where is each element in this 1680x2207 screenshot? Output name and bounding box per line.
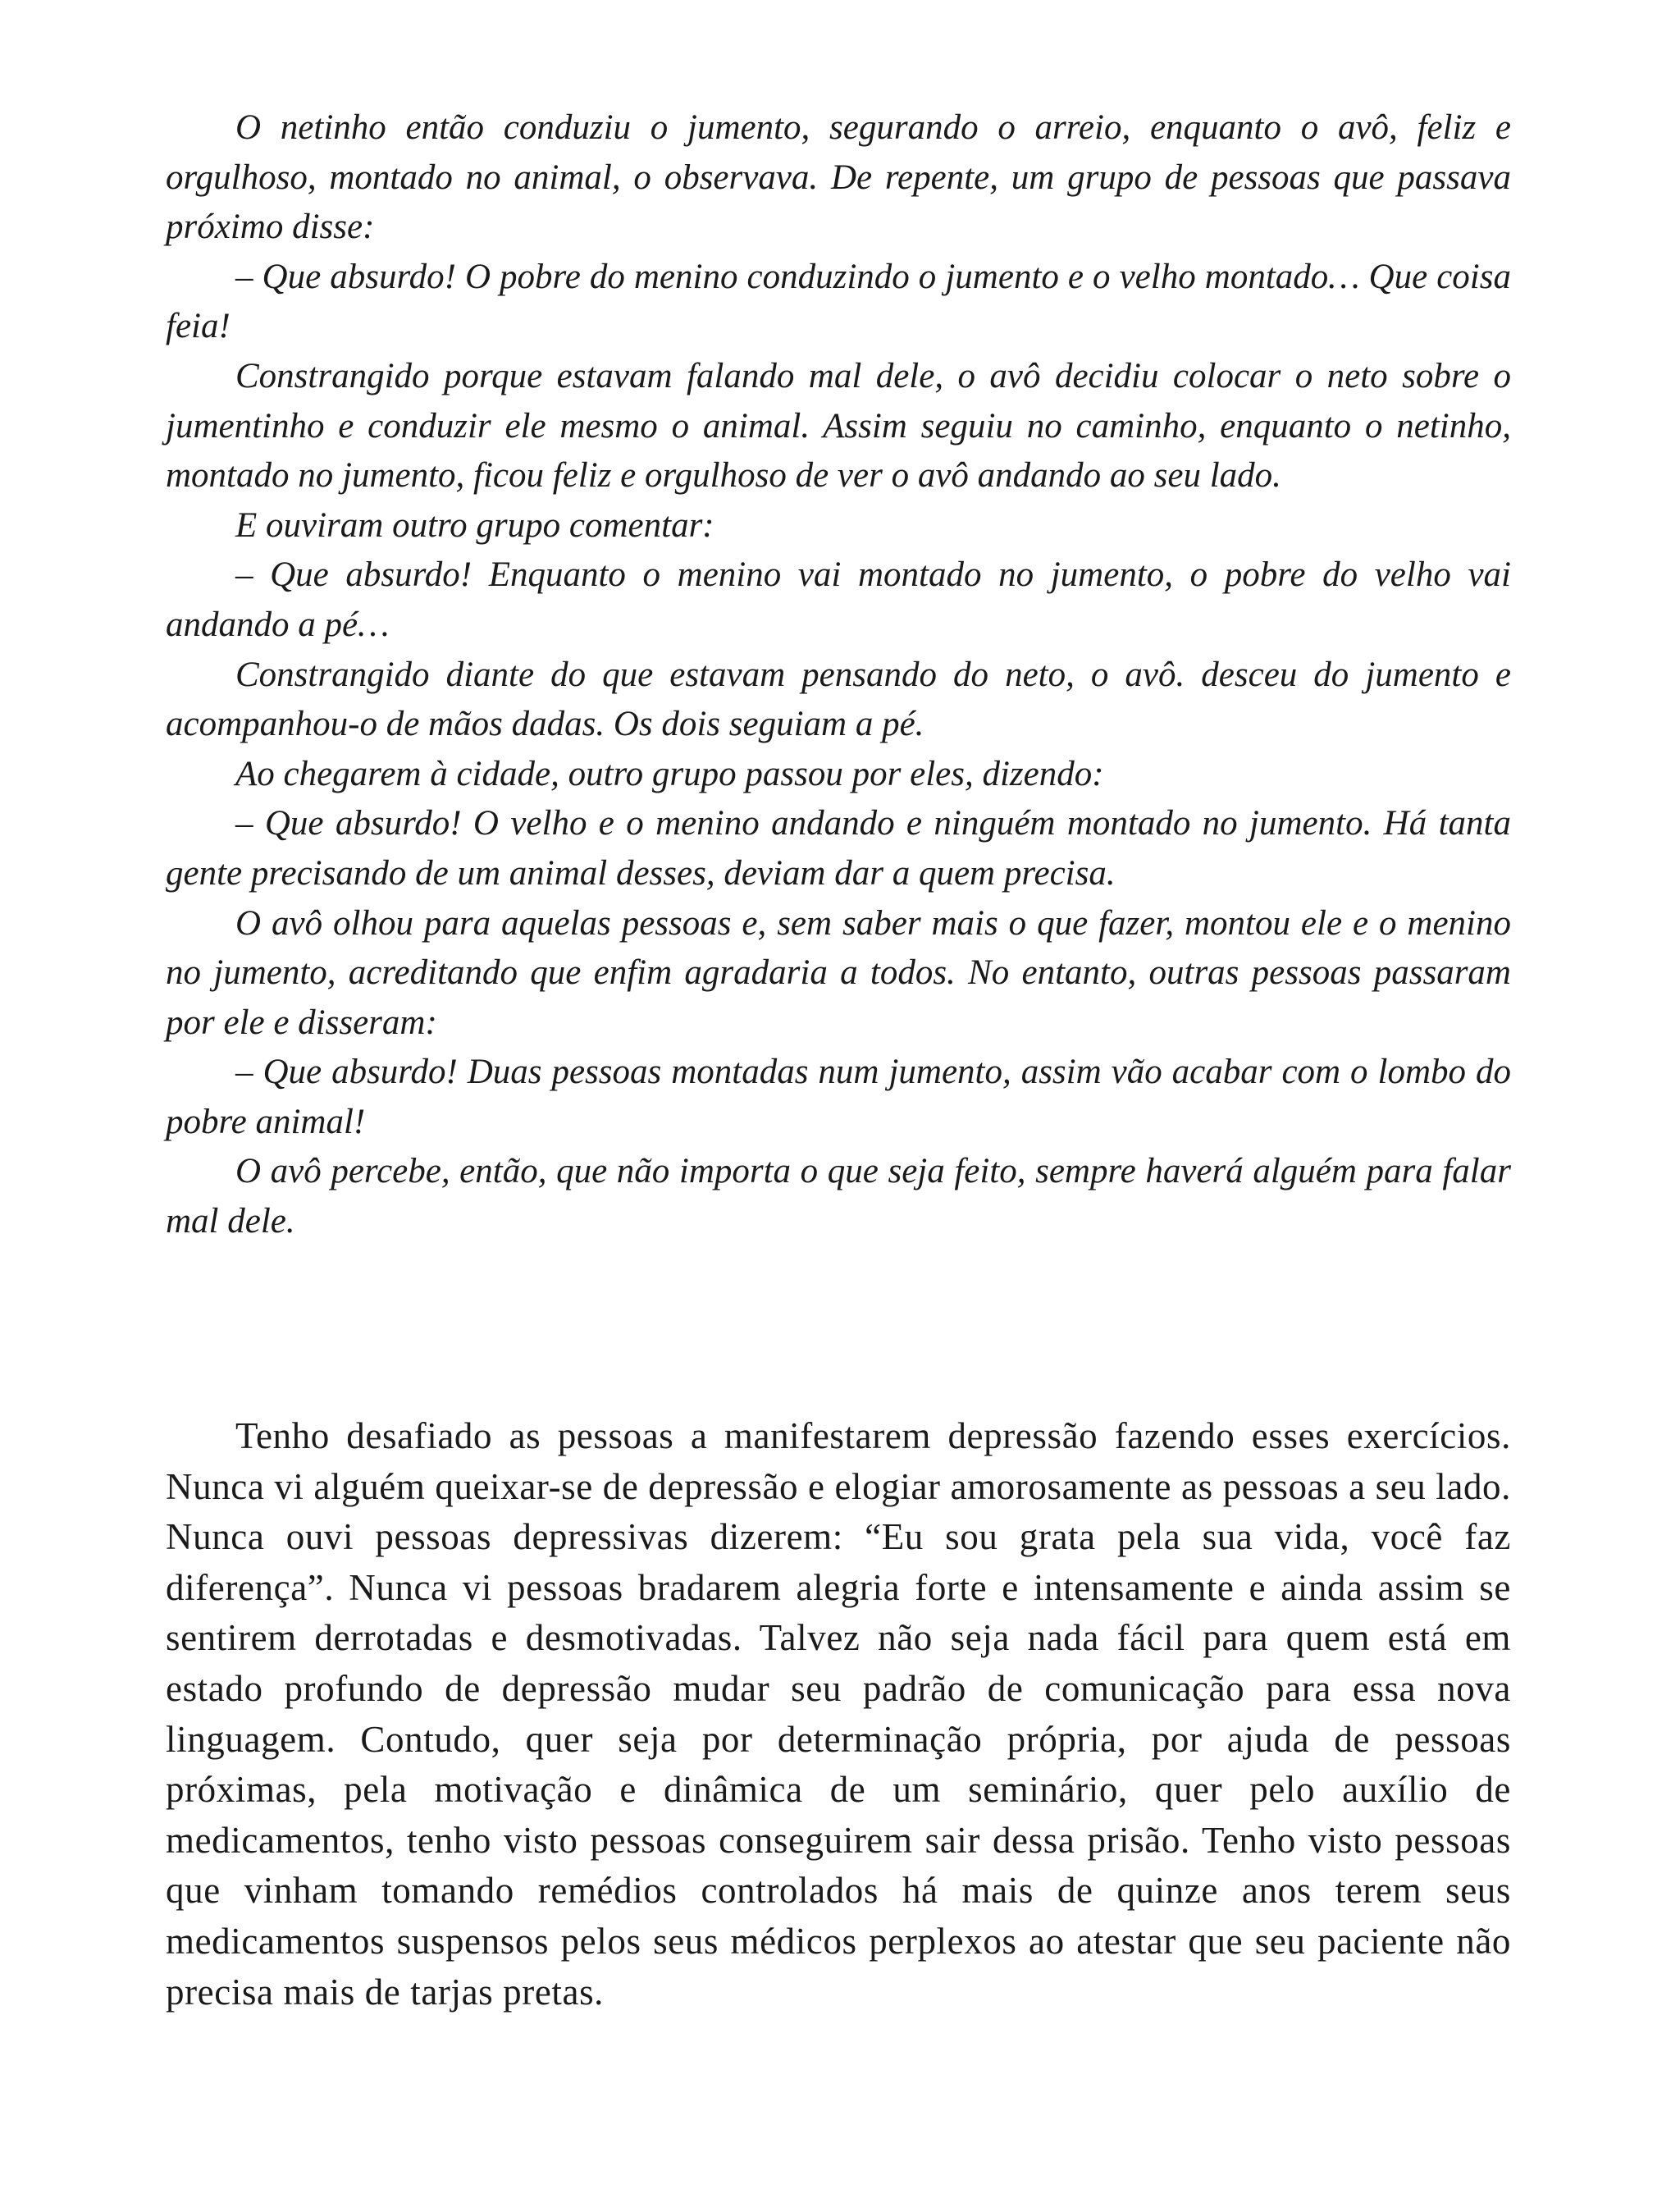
story-paragraph: O avô olhou para aquelas pessoas e, sem saber mais o que fazer, montou ele e o menino no jumento, acreditando que enfim agradaria a todos. No entanto, outras pessoas passaram por ele e disseram:	[166, 903, 1511, 1042]
body-paragraph: Tenho desafiado as pessoas a manifestarem depressão fazendo esses exercícios. Nunca vi alguém queixar-se de depressão e elogiar amorosamente as pessoas a seu lado. Nunca ouvi pessoas depressivas dizerem: “Eu sou grata pela sua vida, você faz diferença”. Nunca vi pessoas bradarem alegria forte e intensamente e ainda assim se sentirem derrotadas e desmotivadas. Talvez não seja nada fácil para quem está em estado profundo de depressão mudar seu padrão de comunicação para essa nova linguagem. Contudo, quer seja por determinação própria, por ajuda de pessoas próximas, pela motivação e dinâmica de um seminário, quer pelo auxílio de medicamentos, tenho visto pessoas conseguirem sair dessa prisão. Tenho visto pessoas que vinham tomando remédios controlados há mais de quinze anos terem seus medicamentos suspensos pelos seus médicos perplexos ao atestar que seu paciente não precisa mais de tarjas pretas.	[166, 1415, 1511, 2013]
story-paragraph: Ao chegarem à cidade, outro grupo passou por eles, dizendo:	[235, 754, 1104, 793]
story-paragraph: O avô percebe, então, que não importa o que seja feito, sempre haverá alguém para falar mal dele.	[166, 1152, 1511, 1241]
story-dialogue: – Que absurdo! O velho e o menino andando e ninguém montado no jumento. Há tanta gente precisando de um animal desses, deviam dar a quem precisa.	[166, 804, 1511, 893]
story-dialogue: – Que absurdo! Duas pessoas montadas num jumento, assim vão acabar com o lombo do pobre animal!	[166, 1053, 1511, 1141]
story-paragraph: Constrangido diante do que estavam pensando do neto, o avô. desceu do jumento e acompanhou-o de mãos dadas. Os dois seguiam a pé.	[166, 655, 1511, 744]
story-paragraph: O netinho então conduziu o jumento, segurando o arreio, enquanto o avô, feliz e orgulhoso, montado no animal, o observava. De repente, um grupo de pessoas que passava próximo disse:	[166, 108, 1511, 247]
story-section	[166, 103, 1511, 1247]
story-dialogue: – Que absurdo! O pobre do menino conduzindo o jumento e o velho montado… Que coisa feia!	[166, 257, 1511, 346]
story-paragraph: E ouviram outro grupo comentar:	[235, 505, 714, 545]
story-paragraph: Constrangido porque estavam falando mal dele, o avô decidiu colocar o neto sobre o jumentinho e conduzir ele mesmo o animal. Assim seguiu no caminho, enquanto o netinho, montado no jumento, ficou feliz e orgulhoso de ver o avô andando ao seu lado.	[166, 356, 1511, 496]
body-section	[166, 1411, 1511, 2017]
story-dialogue: – Que absurdo! Enquanto o menino vai montado no jumento, o pobre do velho vai andando a pé…	[166, 555, 1511, 644]
